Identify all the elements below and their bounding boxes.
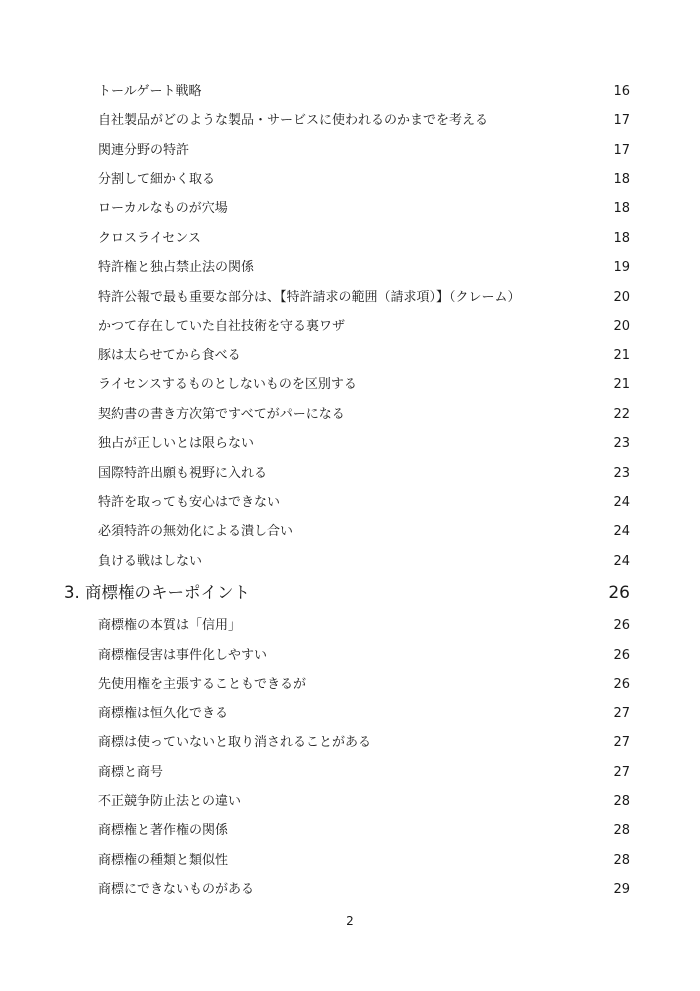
toc-entry-page: 18 [613, 201, 630, 216]
toc-entry-title: 商標権の本質は「信用」 [98, 618, 242, 633]
toc-entry-page: 21 [613, 348, 630, 363]
toc-entry-title: 関連分野の特許 [98, 143, 190, 158]
toc-entry[interactable] [98, 551, 630, 573]
toc-entry-page: 16 [613, 84, 630, 99]
toc-entry-title: 自社製品がどのような製品・サービスに使われるのかまでを考える [98, 113, 489, 128]
toc-entry-page: 27 [613, 735, 630, 750]
toc-entry-page: 28 [613, 823, 630, 838]
toc-entry-page: 27 [613, 765, 630, 780]
toc-entry-title: 特許権と独占禁止法の関係 [98, 260, 255, 275]
toc-entry-title: 商標にできないものがある [98, 882, 255, 897]
toc-entry-title: クロスライセンス [98, 231, 201, 246]
toc-entry-page: 18 [613, 172, 630, 187]
toc-entry-title: ライセンスするものとしないものを区別する [98, 377, 357, 392]
toc-entry-page: 22 [613, 407, 630, 422]
toc-entry-title: トールゲート戦略 [98, 84, 202, 99]
toc-entry[interactable] [98, 615, 630, 637]
toc-entry-title: 商標と商号 [98, 765, 164, 780]
toc-entry-title: 国際特許出願も視野に入れる [98, 466, 268, 481]
toc-entry[interactable] [98, 762, 630, 784]
toc-entry-page: 28 [613, 853, 630, 868]
toc-section-heading[interactable] [64, 580, 630, 606]
toc-entry-title: 契約書の書き方次第ですべてがパーになる [98, 407, 345, 422]
toc-entry[interactable] [98, 169, 630, 191]
toc-entry[interactable] [98, 374, 630, 396]
toc-entry-page: 20 [613, 290, 630, 305]
toc-entry-title: 負ける戦はしない [98, 554, 203, 569]
toc-entry-title: 商標権の種類と類似性 [98, 853, 229, 868]
toc-entry-title: ローカルなものが穴場 [98, 201, 228, 216]
toc-entry-title: 特許を取っても安心はできない [98, 495, 281, 510]
toc-entry-page: 26 [613, 618, 630, 633]
toc-entry[interactable] [98, 198, 630, 220]
toc-entry-title: 商標権侵害は事件化しやすい [98, 648, 268, 663]
toc-entry-title: 商標権は恒久化できる [98, 706, 229, 721]
toc-entry-page: 29 [613, 882, 630, 897]
toc-entry[interactable] [98, 674, 630, 696]
toc-entry-title: 先使用権を主張することもできるが [98, 677, 307, 692]
toc-entry[interactable] [98, 287, 630, 309]
toc-entry-page: 18 [613, 231, 630, 246]
toc-entry[interactable] [98, 228, 630, 250]
toc-entry-page: 27 [613, 706, 630, 721]
toc-entry[interactable] [98, 81, 630, 103]
toc-entry[interactable] [98, 140, 630, 162]
toc-entry[interactable] [98, 463, 630, 485]
toc-section-page: 26 [608, 583, 630, 603]
toc-entry-page: 20 [613, 319, 630, 334]
toc-entry-page: 17 [613, 113, 630, 128]
toc-entry[interactable] [98, 820, 630, 842]
toc-entry-page: 24 [613, 524, 630, 539]
page-number: 2 [346, 914, 354, 928]
toc-entry-title: 豚は太らせてから食べる [98, 348, 241, 363]
toc-entry[interactable] [98, 879, 630, 901]
toc-entry-page: 23 [613, 466, 630, 481]
toc-entry[interactable] [98, 850, 630, 872]
toc-entry-page: 26 [613, 648, 630, 663]
toc-entry[interactable] [98, 732, 630, 754]
toc-entry[interactable] [98, 492, 630, 514]
toc-entry[interactable] [98, 703, 630, 725]
toc-entry-page: 24 [613, 495, 630, 510]
toc-entry[interactable] [98, 316, 630, 338]
toc-entry-page: 17 [613, 143, 630, 158]
toc-entry[interactable] [98, 521, 630, 543]
toc-entry-title: 商標は使っていないと取り消されることがある [98, 735, 372, 750]
toc-entry[interactable] [98, 645, 630, 667]
toc-entry-title: 分割して細かく取る [98, 172, 216, 187]
toc-entry-title: 特許公報で最も重要な部分は、【特許請求の範囲（請求項）】（クレーム） [98, 290, 521, 305]
toc-section-title: 3. 商標権のキーポイント [64, 583, 250, 602]
toc-entry[interactable] [98, 433, 630, 455]
toc-entry-page: 19 [613, 260, 630, 275]
toc-entry[interactable] [98, 404, 630, 426]
toc-entry-title: 必須特許の無効化による潰し合い [98, 524, 294, 539]
toc-entry-page: 21 [613, 377, 630, 392]
toc-entry-title: かつて存在していた自社技術を守る裏ワザ [98, 319, 346, 334]
toc-entry[interactable] [98, 110, 630, 132]
toc-entry-page: 26 [613, 677, 630, 692]
toc-entry-page: 23 [613, 436, 630, 451]
toc-entry-title: 独占が正しいとは限らない [98, 436, 255, 451]
toc-entry[interactable] [98, 257, 630, 279]
toc-entry-page: 24 [613, 554, 630, 569]
toc-entry[interactable] [98, 791, 630, 813]
toc-entry[interactable] [98, 345, 630, 367]
toc-entry-title: 商標権と著作権の関係 [98, 823, 229, 838]
toc-entry-page: 28 [613, 794, 630, 809]
toc-entry-title: 不正競争防止法との違い [98, 794, 242, 809]
